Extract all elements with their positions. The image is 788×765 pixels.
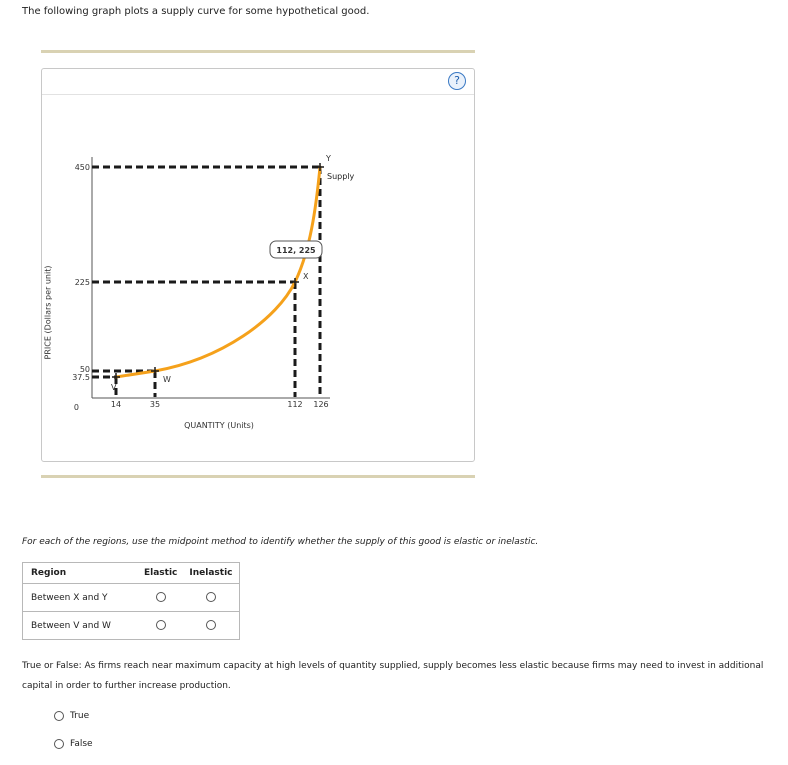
y-tick-0: 0: [73, 403, 79, 412]
tooltip-text: 112, 225: [276, 246, 316, 255]
point-v-label: V: [111, 383, 117, 392]
supply-graph: [42, 69, 474, 461]
intro-text: The following graph plots a supply curve for some hypothetical good.: [22, 6, 370, 17]
help-button[interactable]: ?: [448, 72, 466, 90]
region-label: Between X and Y: [23, 584, 139, 612]
radio-vw-inelastic[interactable]: [206, 620, 216, 630]
table-header-row: [23, 563, 240, 584]
guide-lines: [92, 167, 320, 397]
point-y-marker[interactable]: [316, 163, 324, 171]
top-divider: [41, 50, 475, 53]
y-axis-label: PRICE (Dollars per unit): [43, 265, 53, 360]
radio-true[interactable]: [54, 711, 64, 721]
y-tick-450: 450: [74, 163, 90, 172]
option-true[interactable]: [54, 711, 89, 721]
header-region: Region: [23, 563, 139, 584]
x-tick-35: 35: [149, 400, 161, 409]
option-true-label: True: [70, 711, 90, 721]
header-elastic: Elastic: [138, 563, 183, 584]
x-axis-label: QUANTITY (Units): [184, 421, 254, 430]
elasticity-table: [22, 562, 240, 640]
y-tick-225: 225: [74, 278, 90, 287]
radio-vw-elastic[interactable]: [156, 620, 166, 630]
header-inelastic: Inelastic: [183, 563, 239, 584]
point-w-label: W: [163, 375, 171, 384]
point-y-label: Y: [326, 154, 331, 163]
x-tick-112: 112: [287, 400, 303, 409]
true-false-question: True or False: As firms reach near maximum capacity at high levels of quantity supplied, supply becomes less elastic because firms may need to invest in additional capital in order to further increase production.: [22, 661, 764, 691]
point-v-marker[interactable]: [112, 373, 120, 381]
table-row: [23, 612, 240, 640]
radio-xy-inelastic[interactable]: [206, 592, 216, 602]
point-w-marker[interactable]: [151, 367, 159, 375]
instructions: For each of the regions, use the midpoint method to identify whether the supply of this good is elastic or inelastic.: [22, 537, 539, 547]
radio-xy-elastic[interactable]: [156, 592, 166, 602]
option-false-label: False: [70, 739, 93, 749]
region-label: Between V and W: [23, 612, 139, 640]
option-false[interactable]: [54, 739, 93, 749]
graph-panel: [41, 68, 475, 462]
point-x-label: X: [303, 272, 309, 281]
x-tick-126: 126: [313, 400, 329, 409]
supply-label: Supply: [327, 172, 355, 181]
supply-curve: [116, 167, 320, 377]
x-tick-14: 14: [110, 400, 122, 409]
y-tick-50: 50: [79, 365, 90, 374]
bottom-divider: [41, 475, 475, 478]
radio-false[interactable]: [54, 739, 64, 749]
table-row: [23, 584, 240, 612]
y-tick-37-5: 37.5: [72, 373, 90, 382]
